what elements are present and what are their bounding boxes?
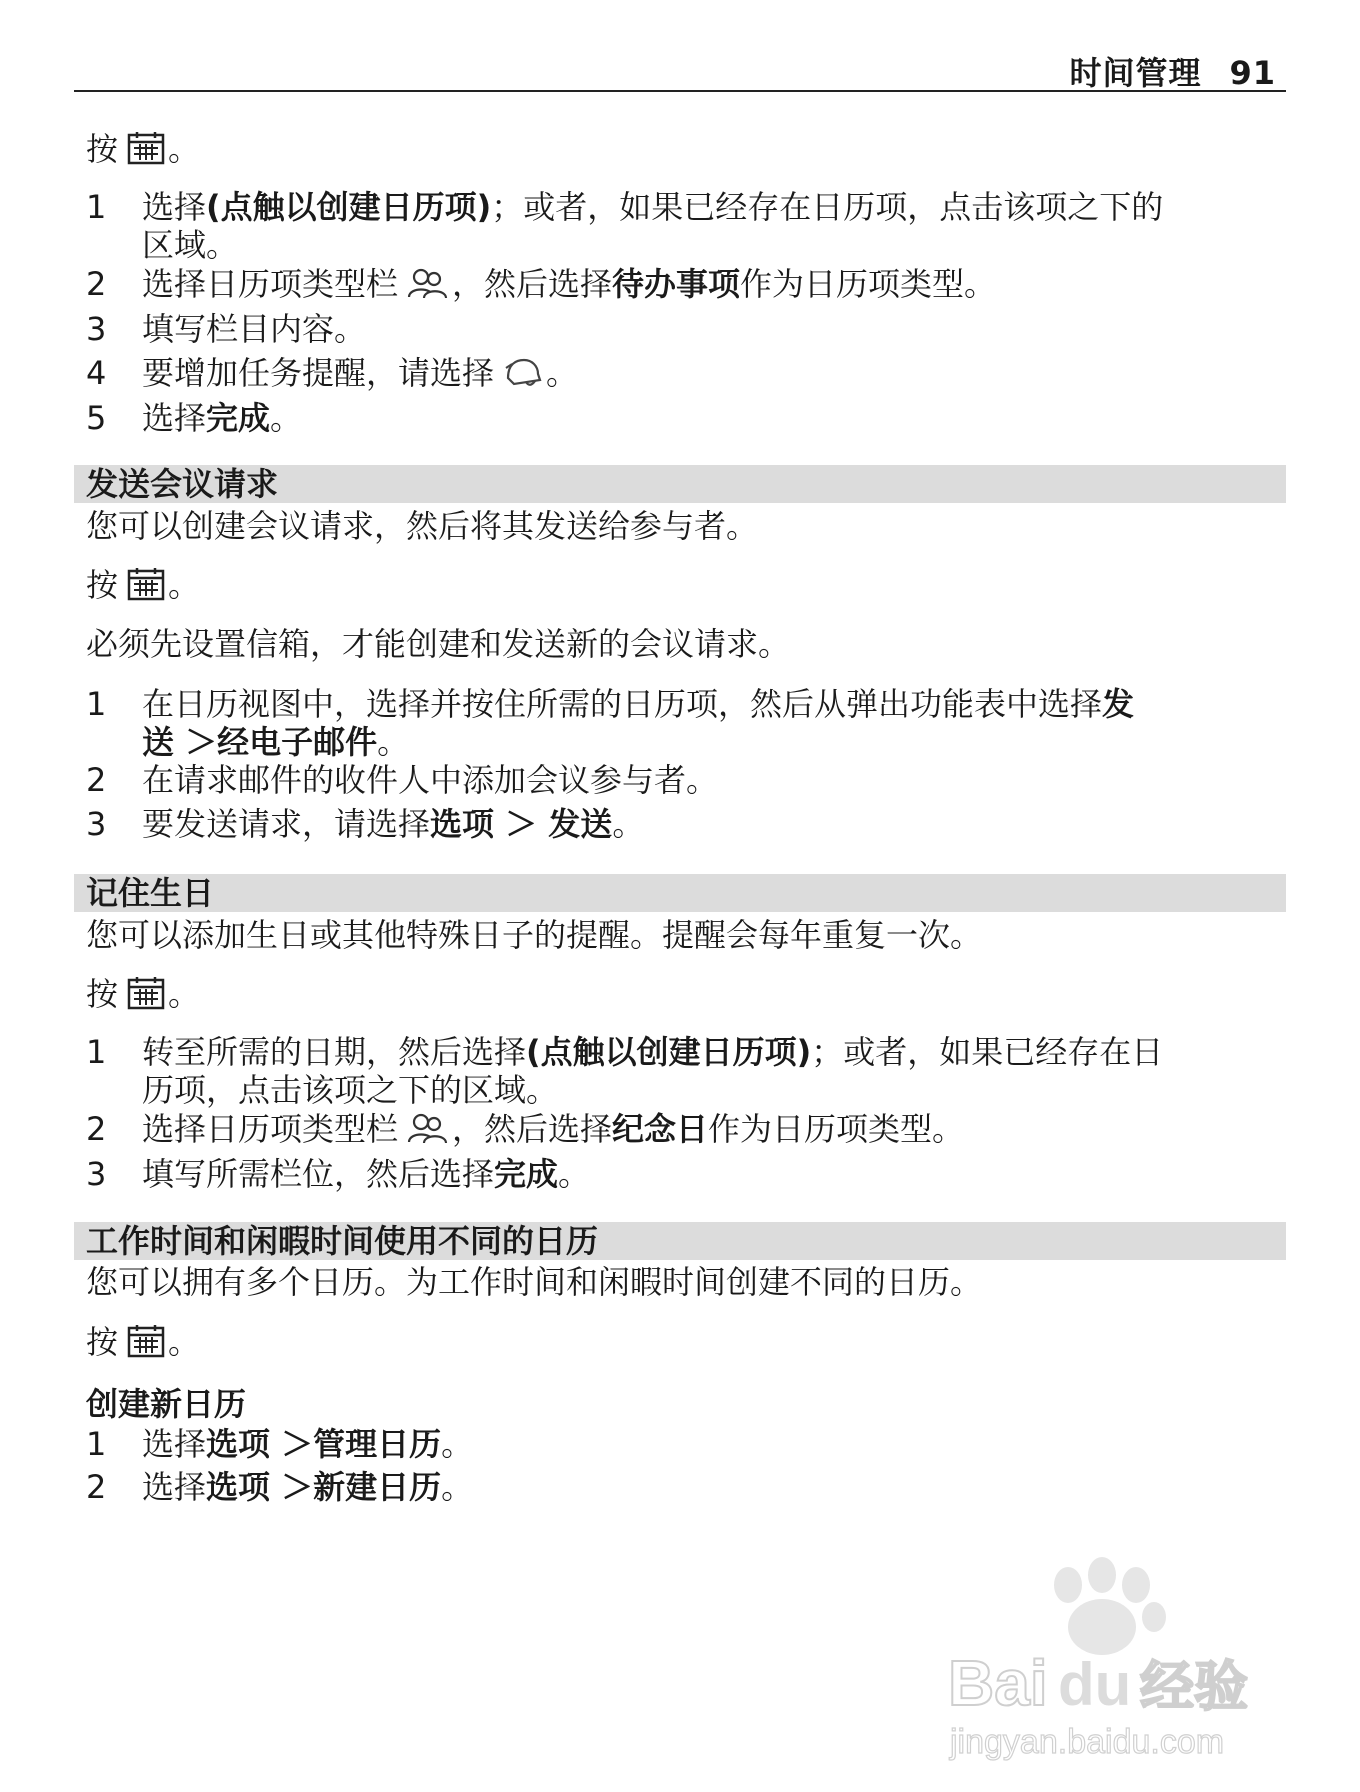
section-heading: 发送会议请求 [74, 465, 1286, 503]
header-section-title: 时间管理 [1069, 54, 1202, 92]
press-calendar-line-4: 按 。 [86, 1323, 201, 1361]
calendar-icon [126, 130, 166, 166]
paragraph: 您可以添加生日或其他特殊日子的提醒。提醒会每年重复一次。 [86, 916, 983, 954]
calendar-icon [126, 566, 166, 602]
calendar-icon [126, 975, 166, 1011]
press-calendar-line-3: 按 。 [86, 975, 201, 1013]
alarm-bell-icon [502, 354, 544, 390]
section-heading: 记住生日 [74, 874, 1286, 912]
svg-text:Bai: Bai [948, 1647, 1048, 1719]
paragraph: 必须先设置信箱，才能创建和发送新的会议请求。 [86, 625, 791, 663]
entry-type-people-icon [406, 1110, 450, 1146]
press-calendar-line-2: 按 。 [86, 566, 201, 604]
page-header [74, 48, 1286, 92]
svg-text:经验: 经验 [1140, 1655, 1248, 1718]
press-calendar-line-1: 按 。 [86, 130, 201, 168]
subsection-heading: 创建新日历 [86, 1385, 247, 1423]
section-heading: 工作时间和闲暇时间使用不同的日历 [74, 1222, 1286, 1260]
running-header [1069, 48, 1276, 94]
paragraph: 您可以拥有多个日历。为工作时间和闲暇时间创建不同的日历。 [86, 1263, 983, 1301]
paragraph: 您可以创建会议请求，然后将其发送给参与者。 [86, 507, 759, 545]
baidu-jingyan-watermark [940, 1555, 1270, 1765]
entry-type-people-icon [406, 265, 450, 301]
svg-text:du: du [1058, 1651, 1132, 1718]
svg-text:jingyan.baidu.com: jingyan.baidu.com [950, 1723, 1225, 1761]
page-number: 91 [1229, 54, 1276, 92]
calendar-icon [126, 1323, 166, 1359]
